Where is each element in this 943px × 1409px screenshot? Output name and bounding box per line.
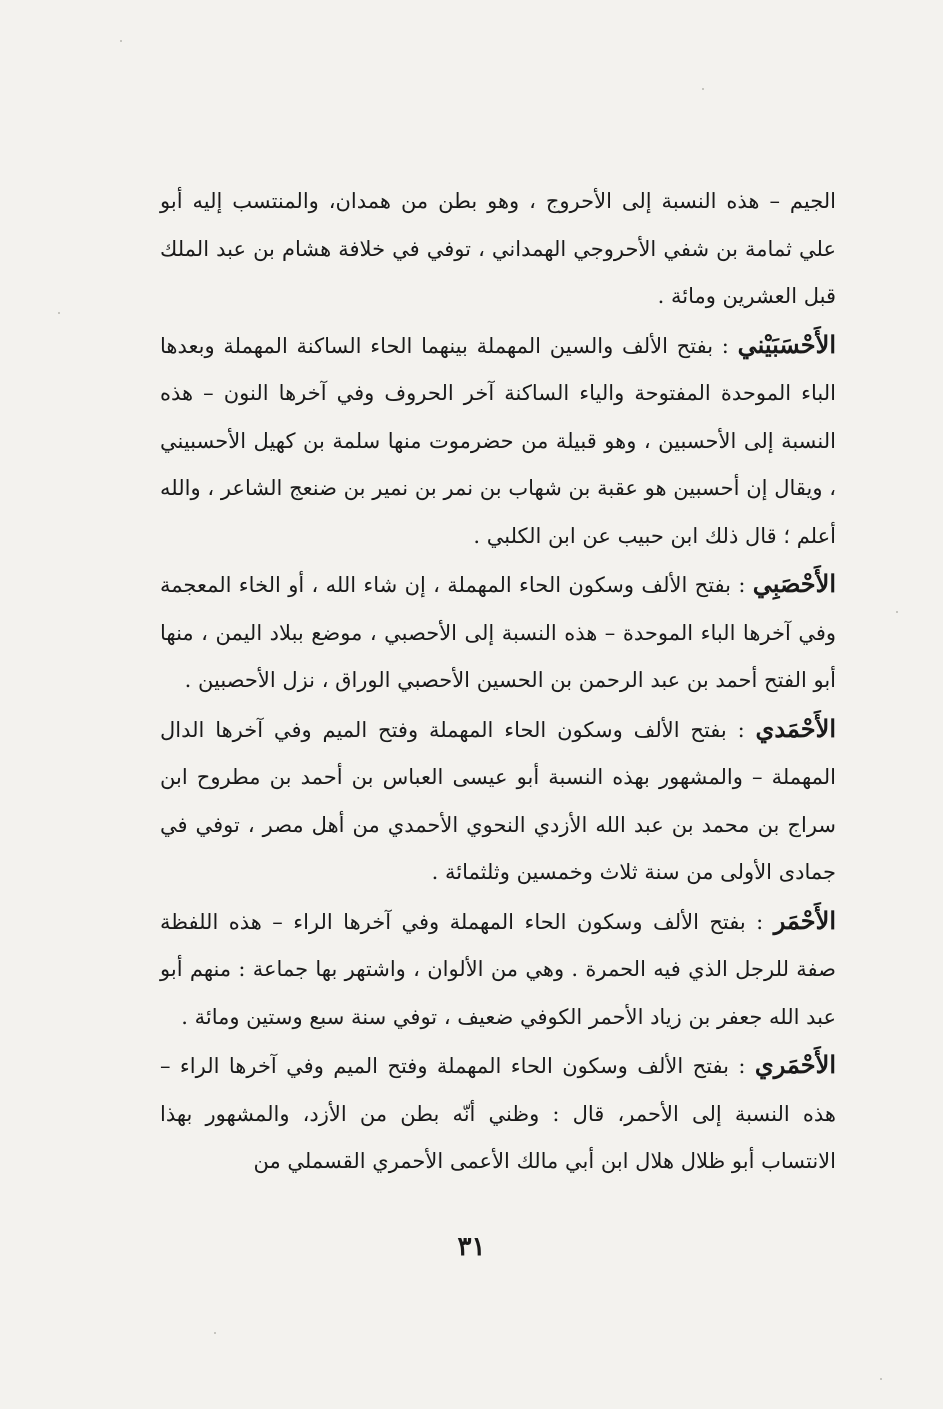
entry-heading: الأَحْسَبَيْني (737, 329, 836, 359)
paper-speck (702, 88, 704, 90)
paper-speck (880, 1378, 882, 1380)
entry-al-ahsabini (160, 321, 836, 561)
entry-text: : بفتح الألف والسين المهملة بينهما الحاء الساكنة المهملة وبعدها الباء الموحدة المفتوحة والياء الساكنة آخر الحروف وفي آخرها النون – هذه النسبة إلى الأحسبين ، وهو قبيلة من حضرموت منها سلمة بن كهيل الأحسبيني ، ويقال إن أحسبين هو عقبة بن شهاب بن نمر بن نمير بن ضنعج الشاعر ، والله أعلم ؛ قال ذلك ابن حبيب عن ابن الكلبي . (160, 333, 836, 548)
entry-heading: الأَحْمَدي (755, 713, 836, 743)
entry-text: : بفتح الألف وسكون الحاء المهملة وفي آخرها الراء – هذه اللفظة صفة للرجل الذي فيه الحمرة . وهي من الألوان ، واشتهر بها جماعة : منهم أبو عبد الله جعفر بن زياد الأحمر الكوفي ضعيف ، توفي سنة سبع وستين ومائة . (160, 909, 836, 1029)
paragraph-continuation (160, 178, 836, 321)
paper-speck (214, 1332, 216, 1334)
entry-text: : بفتح الألف وسكون الحاء المهملة ، إن شاء الله ، أو الخاء المعجمة وفي آخرها الباء الموحدة – هذه النسبة إلى الأحصبي ، موضع ببلاد اليمن ، منها أبو الفتح أحمد بن عبد الرحمن بن الحسين الأحصبي الوراق ، نزل الأحصبين . (160, 573, 836, 692)
entry-heading: الأَحْمَري (754, 1050, 836, 1079)
paper-speck (120, 40, 122, 42)
entry-al-ahmari (160, 1041, 836, 1186)
page-body (160, 178, 836, 1186)
entry-al-ahmadi (160, 705, 836, 897)
page-number: ٣١ (457, 1232, 486, 1262)
entry-text: : بفتح الألف وسكون الحاء المهملة وفتح الميم وفي آخرها الدال المهملة – والمشهور بهذه النسبة أبو عيسى العباس بن أحمد بن مطروح ابن سراج بن محمد بن عبد الله الأزدي النحوي الأحمدي من أهل مصر ، توفي في جمادى الأولى من سنة ثلاث وخمسين وثلثمائة . (160, 717, 836, 884)
entry-heading: الأَحْمَر (773, 905, 836, 935)
entry-text: : بفتح الألف وسكون الحاء المهملة وفتح الميم وفي آخرها الراء – هذه النسبة إلى الأحمر، قال : وظني أنّه بطن من الأزد، والمشهور بهذا الانتساب أبو ظلال هلال ابن أبي مالك الأعمى الأحمري القسملي من (160, 1054, 836, 1173)
entry-heading: الأَحْصَبِي (752, 569, 836, 598)
paper-speck (58, 312, 60, 314)
entry-al-ahmar (160, 897, 836, 1042)
paper-speck (896, 611, 898, 613)
paragraph-text: الجيم – هذه النسبة إلى الأحروج ، وهو بطن من همدان، والمنتسب إليه أبو علي ثمامة بن شفي الأحروجي الهمداني ، توفي في خلافة هشام بن عبد الملك قبل العشرين ومائة . (160, 189, 836, 308)
entry-al-ahsabi (160, 560, 836, 705)
